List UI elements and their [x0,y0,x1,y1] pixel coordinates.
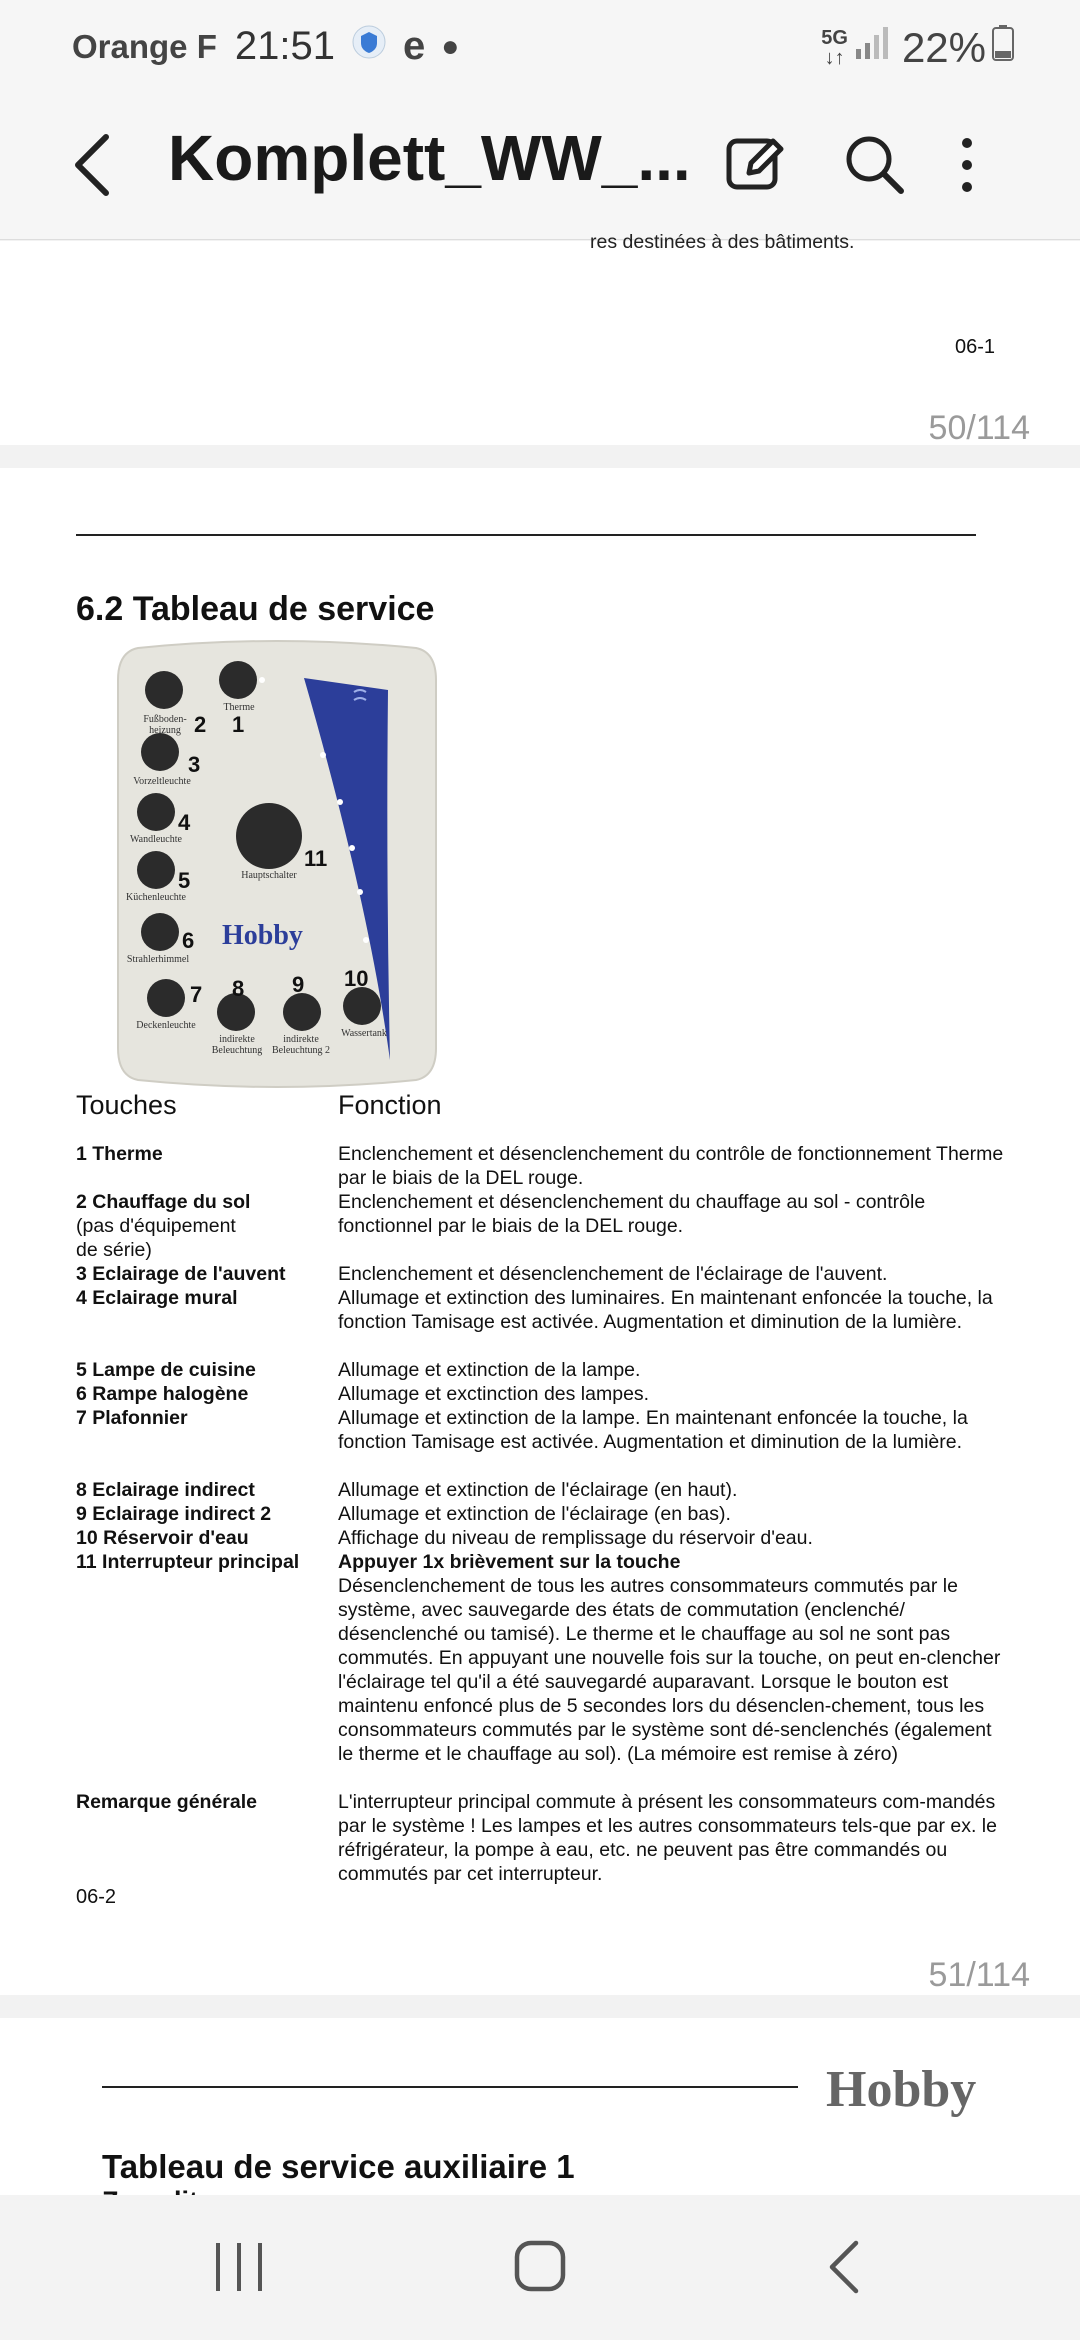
panel-number-6: 6 [182,928,195,953]
row-key: 3 Eclairage de l'auvent [76,1263,286,1285]
panel-number-3: 3 [188,752,201,777]
row-key: 5 Lampe de cuisine [76,1359,256,1381]
e-app-icon: e [402,24,426,68]
table-row [76,1142,1006,1190]
row-key: 2 Chauffage du sol [76,1191,251,1213]
page-indicator: 51/114 [928,1956,1030,1994]
brand-logo: Hobby [826,2061,977,2118]
row-value: Allumage et extinction des luminaires. En maintenant enfoncée la touche, la fonction Tamisage est activée. Augmentation et diminution de la lumière. [338,1287,993,1333]
more-options-button[interactable] [942,125,992,205]
row-value-group [338,1550,1008,1766]
pdf-page-51 [0,468,1080,1995]
home-icon [510,2235,570,2297]
row-value: Enclenchement et désenclenchement du contrôle de fonctionnement Therme par le biais de la DEL rouge. [338,1143,1004,1189]
page-code: 06-1 [955,336,996,358]
pdf-page-50 [0,231,1080,447]
panel-number-11: 11 [304,846,328,871]
table-row [76,1526,1006,1550]
panel-label-indirekt2: indirekte Beleuchtung 2 [271,1034,331,1056]
table-row [76,1190,1006,1262]
search-button[interactable] [835,125,915,205]
table-row [76,1286,1006,1358]
row-value: Allumage et extinction de la lampe. [338,1359,641,1381]
panel-label-indirekt: indirekte Beleuchtung [211,1034,263,1056]
carrier-name: Orange F [72,27,217,65]
battery-percent: 22% [901,24,986,71]
network-5g-icon: 5G ↓↑ [821,27,848,69]
back-arrow-icon [62,125,122,205]
table-row [76,1262,1006,1286]
panel-label-therme: Therme [223,702,255,713]
row-key: 4 Eclairage mural [76,1287,238,1309]
system-back-button[interactable] [822,2237,868,2297]
row-key: 9 Eclairage indirect 2 [76,1503,272,1525]
shield-app-icon [351,24,387,69]
page-indicator: 50/114 [928,409,1030,447]
panel-number-1: 1 [232,712,245,737]
notification-dot-icon: ● [441,29,460,63]
back-button[interactable] [62,125,122,205]
panel-number-2: 2 [194,712,207,737]
panel-label-wand: Wandleuchte [130,834,182,845]
row-value: Désenclenchement de tous les autres consommateurs commutés par le système, avec sauvegarde des états de commutation (enclenché/ désenclenché ou tamisé). Le therme et le chauffage au sol ne sont pas commutés. En appuyant une nouvelle fois sur la touche, on peut en-clencher l'éclairage tel qu'il a été sauvegardé auparavant. Lorsque le bouton est maintenu enfoncé plus de 5 secondes lors du désenclen-chement, tous les consommateurs commutés par le système sont dé-senclenchés (également le therme et le chauffage au sol). (La mémoire est remise à zéro) [338,1575,1001,1765]
table-row [76,1406,1006,1478]
status-bar [0,0,1080,95]
column-header-touches: Touches [76,1090,177,1120]
panel-number-5: 5 [178,868,191,893]
panel-label-vorzelt: Vorzeltleuchte [133,776,191,787]
table-row [76,1382,1006,1406]
row-key: 7 Plafonnier [76,1407,188,1429]
row-value: Allumage et exctinction des lampes. [338,1383,650,1405]
back-chevron-icon [822,2237,868,2297]
panel-number-9: 9 [292,972,305,997]
page-code: 06-2 [76,1886,117,1908]
table-row [76,1550,1006,1790]
row-key: 10 Réservoir d'eau [76,1527,249,1549]
table-row [76,1790,1006,1886]
row-key-note: (pas d'équipement de série) [76,1215,236,1261]
panel-label-decke: Deckenleuchte [136,1020,196,1031]
header-rule [102,2086,798,2088]
table-row [76,1358,1006,1382]
row-value: Affichage du niveau de remplissage du réservoir d'eau. [338,1527,813,1549]
row-key-group [76,1190,336,1262]
recent-apps-button[interactable] [208,2237,270,2297]
clock: 21:51 [234,24,335,68]
row-key: 11 Interrupteur principal [76,1551,300,1573]
panel-number-10: 10 [344,966,369,991]
row-value-bold: Appuyer 1x brièvement sur la touche [338,1551,681,1573]
home-button[interactable] [510,2235,570,2297]
row-key: Remarque générale [76,1791,257,1813]
edit-button[interactable] [715,125,795,205]
panel-brand-logo: Hobby [222,920,303,951]
edit-icon [715,125,795,205]
column-header-fonction: Fonction [338,1090,442,1120]
document-title: Komplett_WW_... [168,122,691,194]
panel-number-8: 8 [232,976,245,1001]
section-heading: Tableau de service auxiliaire 1 [102,2148,575,2185]
panel-label-kueche: Küchenleuchte [126,892,186,903]
row-value: Enclenchement et désenclenchement du chauffage au sol - contrôle fonctionnel par le biais de la DEL rouge. [338,1191,926,1237]
panel-label-wassertank: Wassertank [341,1028,387,1039]
more-vertical-icon [942,125,992,205]
search-icon [835,125,915,205]
table-row [76,1502,1006,1526]
panel-label-fussboden: Fußboden-heizung [143,714,187,736]
row-key: 8 Eclairage indirect [76,1479,255,1501]
row-key: 6 Rampe halogène [76,1383,249,1405]
row-value: Allumage et extinction de la lampe. En maintenant enfoncée la touche, la fonction Tamisage est activée. Augmentation et diminution de la lumière. [338,1407,968,1453]
battery-icon [992,25,1014,71]
row-value: Allumage et extinction de l'éclairage (en haut). [338,1479,738,1501]
row-key: 1 Therme [76,1143,163,1165]
pdf-page-52 [0,2018,1080,2195]
section-heading: 6.2 Tableau de service [76,590,435,628]
signal-icon [854,25,890,71]
header-rule [76,534,976,536]
service-panel-illustration [118,640,436,1088]
panel-label-strahler: Strahlerhimmel [126,954,190,965]
page-partial-text: res destinées à des bâtiments. [590,231,855,253]
panel-number-7: 7 [190,982,203,1007]
table-row [76,1478,1006,1502]
row-value: Enclenchement et désenclenchement de l'éclairage de l'auvent. [338,1263,888,1285]
row-value: Allumage et extinction de l'éclairage (en bas). [338,1503,731,1525]
recent-apps-icon [208,2237,270,2297]
navigation-bar [0,2195,1080,2340]
row-value: L'interrupteur principal commute à présent les consommateurs com-mandés par le système ! Les lampes et les autres consommateurs tels-que par ex. le réfrigérateur, la pompe à eau, etc. ne peuvent pas être commandés ou commutés par cet interrupteur. [338,1791,997,1885]
app-bar [0,95,1080,240]
panel-number-4: 4 [178,810,191,835]
panel-label-hauptschalter: Hauptschalter [241,870,297,881]
